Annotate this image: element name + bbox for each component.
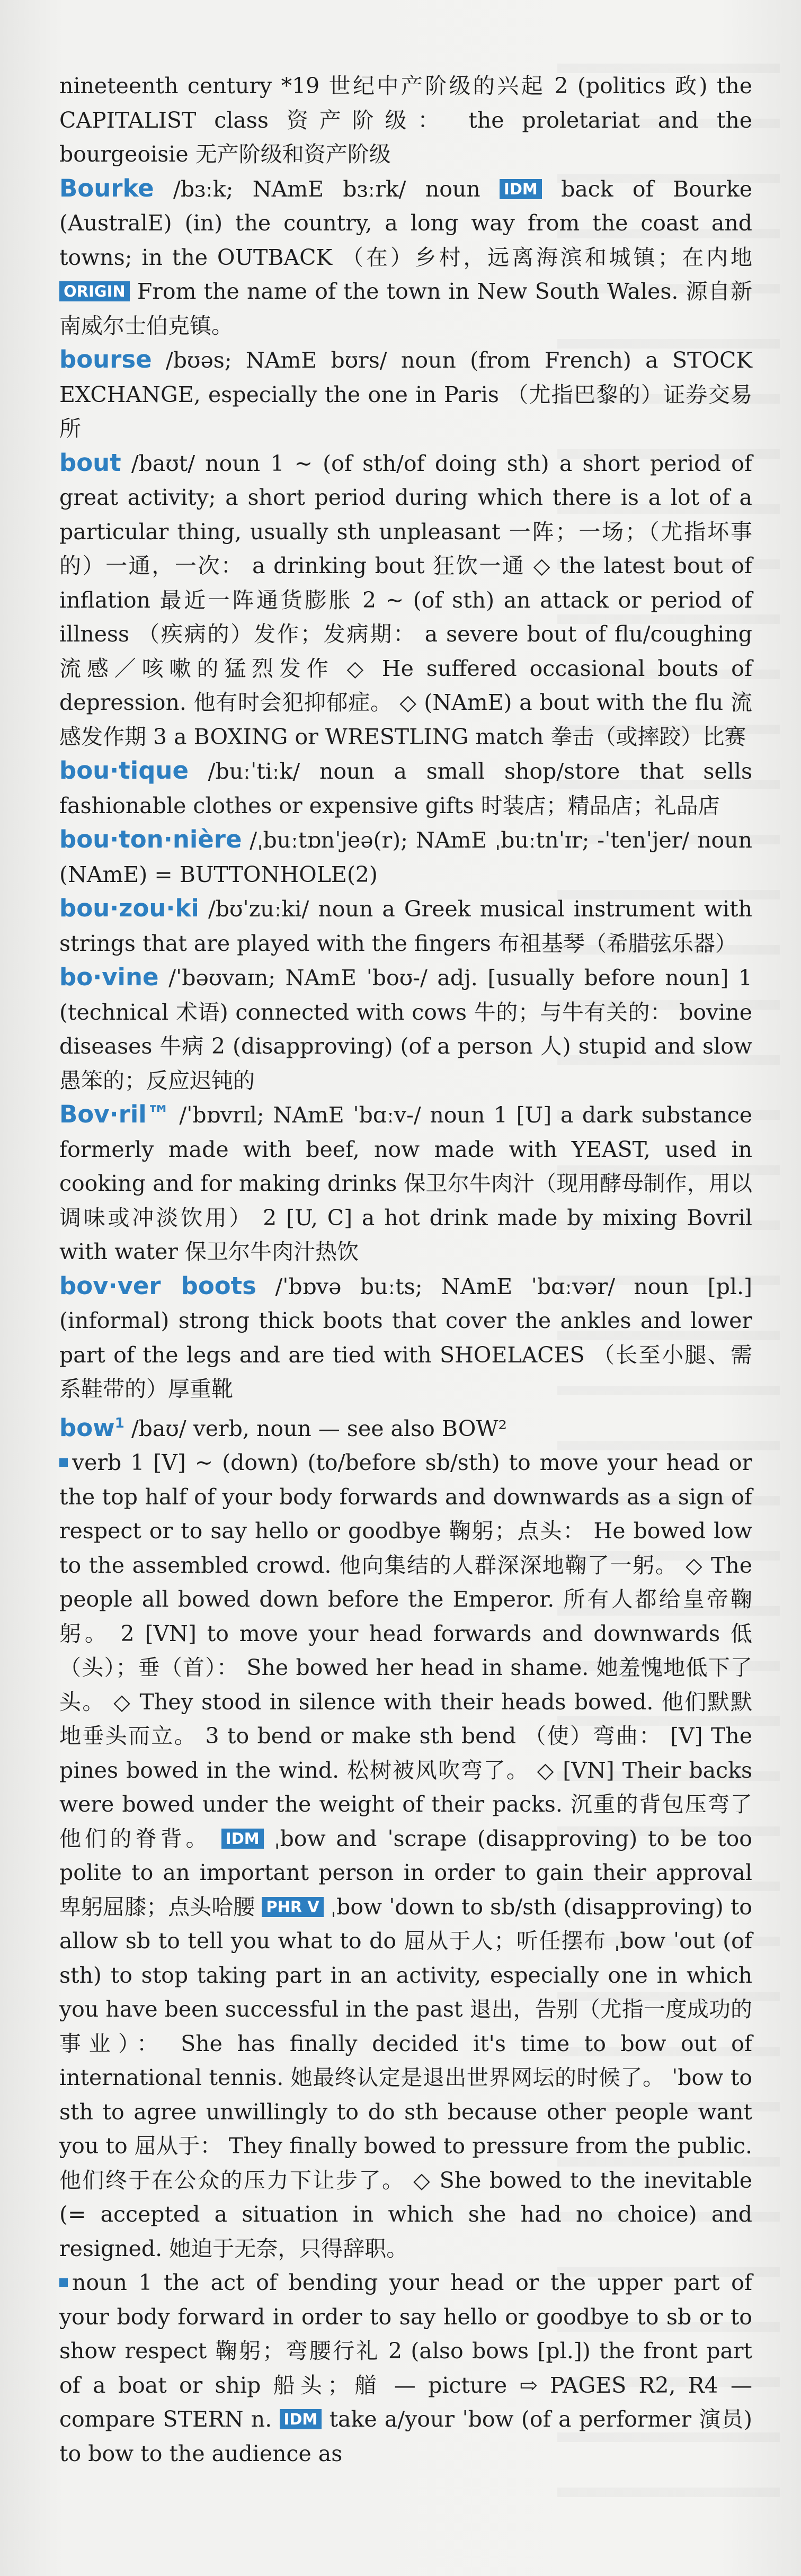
entry-bourke (59, 172, 752, 343)
phrasal-verb-label: PHR V (262, 1897, 323, 1917)
headword: Bourke (59, 174, 154, 202)
entry-text: ˌbow and ˈscrape (disapproving) to be too polite to an important person in order to gain their approval 卑躬屈膝；点头哈腰 (59, 1825, 752, 1920)
bow-verb-section (59, 1446, 752, 2266)
entry-bovine (59, 960, 752, 1098)
entry-boutique (59, 754, 752, 823)
entry-text: /ˌbuːtɒnˈjeə(r); NAmE ˌbuːtnˈɪr; -ˈtenˈjer/ noun (NAmE) = BUTTONHOLE(2) (59, 827, 752, 887)
entry-bourgeoisie-continuation (59, 69, 752, 172)
entry-text: /baʊ/ verb, noun — see also BOW² (124, 1415, 507, 1441)
entry-text: From the name of the town in New South Wales. 源自新南威尔士伯克镇。 (59, 279, 752, 338)
entry-text: /baʊt/ noun 1 ~ (of sth/of doing sth) a short period of great activity; a short period during which there is a lot of a particular thing, usually sth unpleasant 一阵；一场；（尤指坏事的）一通，一次： a drinking bout 狂饮一通 ◇ the latest bout of inflation 最近一阵通货膨胀 2 ~ (of sth) an attack or period of illness （疾病的）发作；发病期： a severe bout of flu/coughing 流感／咳嗽的猛烈发作 ◇ He suffered occasional bouts of depression. 他有时会犯抑郁症。 ◇ (NAmE) a bout with the flu 流感发作期 3 a BOXING or WRESTLING match 拳击（或摔跤）比赛 (59, 450, 752, 750)
idm-label: IDM (280, 2409, 322, 2429)
entry-text: /ˈbɒvrɪl; NAmE ˈbɑːv-/ noun 1 [U] a dark substance formerly made with beef, now made with YEAST, used in cooking and for making drinks 保卫尔牛肉汁（现用酵母制作，用以调味或冲淡饮用） 2 [U, C] a hot drink made by mixing Bovril with water 保卫尔牛肉汁热饮 (59, 1102, 752, 1264)
entry-text: ˌbow ˈdown to sb/sth (disapproving) to allow sb to tell you what to do 屈从于人；听任摆布 ˌbow ˈout (of sth) to stop taking part in an activity, especially one in which you have been successful in the past 退出，告别（尤指一度成功的事业）： She has finally decided it's time to bow out of international tennis. 她最终认定是退出世界网坛的时候了。 ˈbow to sth to agree unwillingly to do sth because other people want you to 屈从于： They finally bowed to pressure from the public. 他们终于在公众的压力下让步了。 ◇ She bowed to the inevitable (= accepted a situation in which she had no choice) and resigned. 她迫于无奈，只得辞职。 (59, 1894, 752, 2261)
headword: bou·zou·ki (59, 894, 199, 922)
square-bullet-icon (59, 1458, 68, 1467)
headword: bov·ver boots (59, 1271, 256, 1300)
entry-text: /buːˈtiːk/ noun a small shop/store that sells fashionable clothes or expensive gifts 时装店；精品店；礼品店 (59, 759, 752, 818)
square-bullet-icon (59, 2278, 68, 2287)
headword: bourse (59, 345, 152, 373)
headword (59, 1414, 124, 1442)
entry-bouzouki (59, 892, 752, 960)
entry-text: verb 1 [V] ~ (down) (to/before sb/sth) to move your head or the top half of your body forwards and downwards as a sign of respect or to say hello or goodbye 鞠躬；点头： He bowed low to the assembled crowd. 他向集结的人群深深地鞠了一躬。 ◇ The people all bowed down before the Emperor. 所有人都给皇帝鞠躬。 2 [VN] to move your head forwards and downwards 低（头）；垂（首）： She bowed her head in shame. 她羞愧地低下了头。 ◇ They stood in silence with their heads bowed. 他们默默地垂头而立。 3 to bend or make sth bend （使）弯曲： [V] The pines bowed in the wind. 松树被风吹弯了。 ◇ [VN] Their backs were bowed under the weight of their packs. 沉重的背包压弯了他们的脊背。 (59, 1450, 752, 1851)
entry-text: back of Bourke (AustralE) (in) the country, a long way from the coast and towns; in the OUTBACK （在）乡村，远离海滨和城镇；在内地 (59, 176, 752, 270)
origin-label: ORIGIN (59, 281, 130, 301)
entry-text: /bʊˈzuːki/ noun a Greek musical instrument with strings that are played with the fingers 布祖基琴（希腊弦乐器） (59, 896, 752, 956)
entry-text: /bɜːk; NAmE bɜːrk/ noun (154, 176, 500, 202)
headword: bo·vine (59, 963, 159, 991)
entry-bout (59, 446, 752, 754)
idm-label: IDM (221, 1829, 264, 1849)
entry-boutonniere (59, 823, 752, 892)
entry-bovril (59, 1098, 752, 1269)
idm-label: IDM (500, 179, 542, 199)
entry-text: /ˈbəʊvaɪn; NAmE ˈboʊ-/ adj. [usually before noun] 1 (technical 术语) connected with cows 牛的；与牛有关的： bovine diseases 牛病 2 (disapproving) (of a person 人) stupid and slow 愚笨的；反应迟钝的 (59, 965, 752, 1093)
entry-bovver-boots (59, 1269, 752, 1406)
bow-noun-section (59, 2266, 752, 2471)
entry-text: /ˈbɒvə buːts; NAmE ˈbɑːvər/ noun [pl.] (informal) strong thick boots that cover the ankles and lower part of the legs and are tied with SHOELACES （长至小腿、需系鞋带的）厚重靴 (59, 1273, 752, 1402)
entry-text: nineteenth century *19 世纪中产阶级的兴起 2 (politics 政) the CAPITALIST class 资产阶级： the proletariat and the bourgeoisie 无产阶级和资产阶级 (59, 73, 752, 167)
entry-bourse (59, 343, 752, 446)
headword: bou·tique (59, 756, 189, 785)
headword: Bov·ril™ (59, 1100, 171, 1128)
headword: bou·ton·nière (59, 825, 242, 853)
entry-text: take a/your ˈbow (of a performer 演员) to bow to the audience as (59, 2406, 752, 2466)
entry-text: /bʊəs; NAmE bʊrs/ noun (from French) a STOCK EXCHANGE, especially the one in Paris （尤指巴黎的）证券交易所 (59, 347, 752, 441)
entry-text: noun 1 the act of bending your head or the upper part of your body forward in order to say hello or goodbye to sb or to show respect 鞠躬；弯腰行礼 2 (also bows [pl.]) the front part of a boat or ship 船头；艏 — picture ⇨ PAGES R2, R4 — compare STERN n. (59, 2270, 752, 2432)
headword-text: bow (59, 1413, 115, 1442)
entry-bow (59, 1406, 752, 1446)
homonym-number: 1 (114, 1415, 124, 1431)
headword: bout (59, 448, 121, 477)
dictionary-column (59, 69, 752, 2471)
